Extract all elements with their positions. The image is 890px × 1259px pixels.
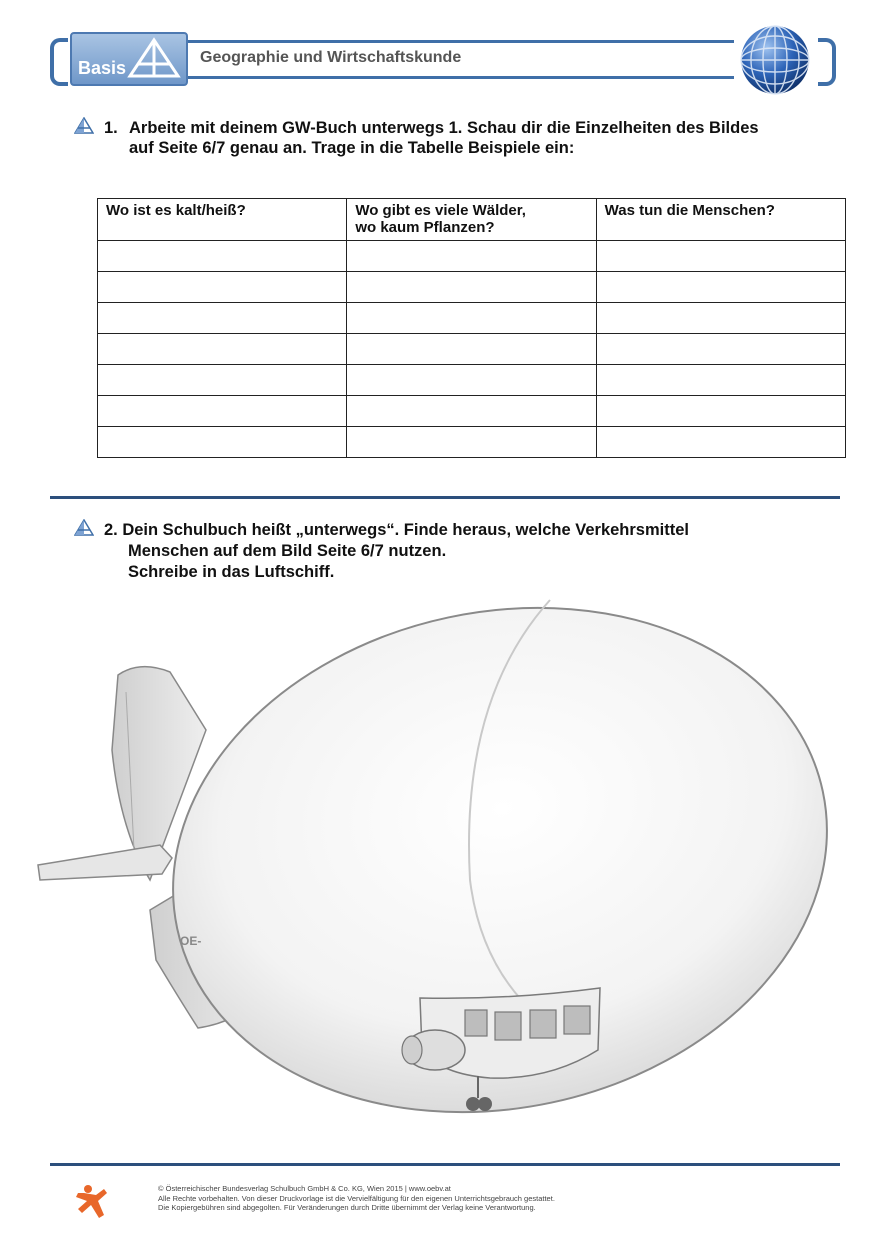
- examples-table: [97, 198, 846, 458]
- column-header-forests-plants: Wo gibt es viele Wälder, wo kaum Pflanzen?: [347, 199, 596, 241]
- airship-registration: OE-: [180, 934, 202, 948]
- table-cell[interactable]: [596, 272, 845, 303]
- task1-number: 1.: [104, 119, 118, 137]
- table-row: [98, 241, 846, 272]
- table-cell[interactable]: [98, 396, 347, 427]
- basis-label: Basis: [78, 58, 127, 78]
- table-cell[interactable]: [596, 396, 845, 427]
- column-header-cold-hot: Wo ist es kalt/heiß?: [98, 199, 347, 241]
- airship-illustration[interactable]: [30, 580, 830, 1120]
- table-cell[interactable]: [98, 272, 347, 303]
- column-header-people: Was tun die Menschen?: [596, 199, 845, 241]
- task2-line3: Schreibe in das Luftschiff.: [128, 563, 335, 581]
- table-cell[interactable]: [347, 427, 596, 458]
- footer-separator: [50, 1163, 840, 1166]
- globe-icon: [738, 24, 812, 96]
- table-header-row: [98, 199, 846, 241]
- table-cell[interactable]: [98, 303, 347, 334]
- table-cell[interactable]: [596, 365, 845, 396]
- header-rule-top: [186, 40, 734, 43]
- table-cell[interactable]: [98, 241, 347, 272]
- subject-title: Geographie und Wirtschaftskunde: [200, 49, 462, 66]
- task1-line1: Arbeite mit deinem GW-Buch unterwegs 1. Schau dir die Einzelheiten des Bildes: [129, 119, 759, 137]
- task-level-icon: [74, 519, 94, 536]
- table-cell[interactable]: [347, 272, 596, 303]
- task2-line1: 2. Dein Schulbuch heißt „unterwegs“. Finde heraus, welche Verkehrsmittel: [104, 521, 689, 539]
- table-cell[interactable]: [347, 365, 596, 396]
- task-level-icon: [74, 117, 94, 134]
- task2-line2: Menschen auf dem Bild Seite 6/7 nutzen.: [128, 542, 447, 560]
- header-bracket-left: [50, 38, 68, 86]
- table-cell[interactable]: [596, 334, 845, 365]
- table-cell[interactable]: [98, 365, 347, 396]
- publisher-logo-icon: [74, 1183, 110, 1221]
- table-row: [98, 303, 846, 334]
- table-row: [98, 396, 846, 427]
- table-cell[interactable]: [347, 334, 596, 365]
- task1-line2: auf Seite 6/7 genau an. Trage in die Tabelle Beispiele ein:: [129, 139, 575, 157]
- footer-notice: © Österreichischer Bundesverlag Schulbuch GmbH & Co. KG, Wien 2015 | www.oebv.at Alle Rechte vorbehalten. Von dieser Druckvorlage ist die Vervielfältigung für den eigenen Unterrichtsgebrauch gestattet. Die Kopiergebühren sind abgegolten. Für Veränderungen durch Dritte übernimmt der Verlag keine Verantwortung.: [158, 1184, 555, 1212]
- table-row: [98, 427, 846, 458]
- header-bracket-right: [818, 38, 836, 86]
- triangle-level-icon: [126, 36, 182, 80]
- table-cell[interactable]: [347, 241, 596, 272]
- table-row: [98, 334, 846, 365]
- table-row: [98, 365, 846, 396]
- table-cell[interactable]: [596, 303, 845, 334]
- table-cell[interactable]: [98, 334, 347, 365]
- table-cell[interactable]: [347, 303, 596, 334]
- table-cell[interactable]: [596, 241, 845, 272]
- section-separator: [50, 496, 840, 499]
- table-row: [98, 272, 846, 303]
- header-rule-bottom: [186, 76, 734, 79]
- table-cell[interactable]: [347, 396, 596, 427]
- table-cell[interactable]: [596, 427, 845, 458]
- table-cell[interactable]: [98, 427, 347, 458]
